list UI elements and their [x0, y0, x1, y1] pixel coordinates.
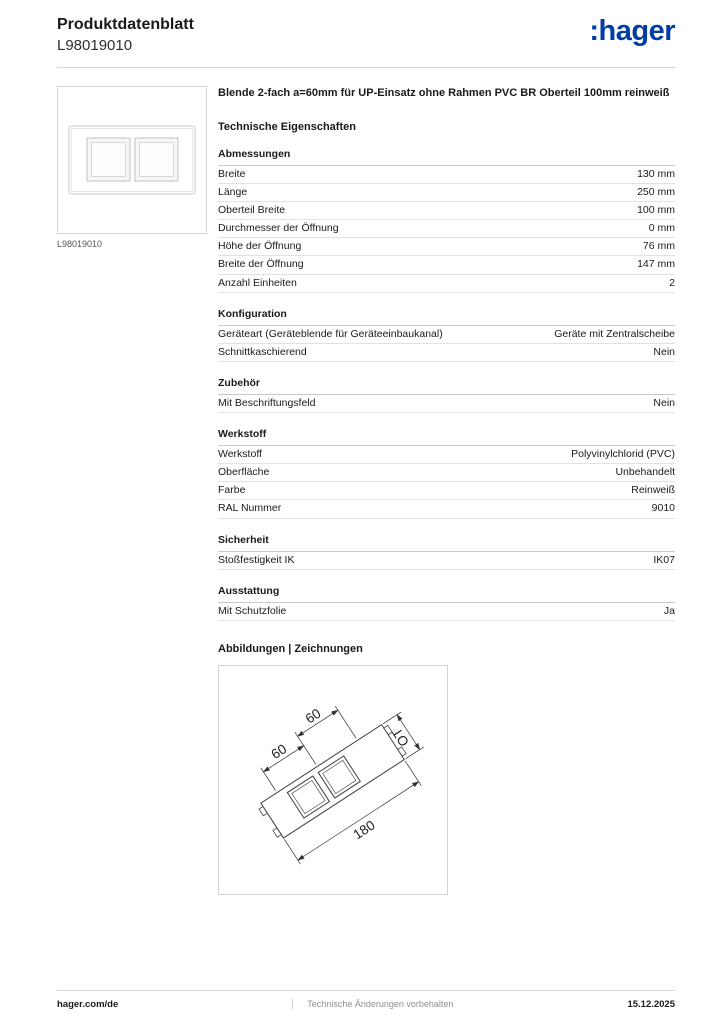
footer-site-link[interactable]: hager.com/de	[57, 999, 119, 1010]
row-label: Oberteil Breite	[218, 204, 286, 217]
table-row	[218, 395, 675, 413]
row-value: Ja	[663, 604, 675, 617]
drawings-heading: Abbildungen | Zeichnungen	[218, 642, 363, 655]
table-row	[218, 275, 675, 293]
table-row	[218, 552, 675, 570]
row-value: Unbehandelt	[615, 466, 675, 479]
row-label: Höhe der Öffnung	[218, 240, 302, 253]
header	[0, 0, 724, 54]
row-value: Geräte mit Zentralscheibe	[554, 327, 675, 340]
row-value: IK07	[653, 553, 675, 566]
row-label: Mit Beschriftungsfeld	[218, 396, 316, 409]
row-value: 100 mm	[637, 204, 675, 217]
row-value: 0 mm	[648, 222, 675, 235]
section-table	[218, 551, 675, 570]
row-value: 250 mm	[637, 185, 675, 198]
main-column	[218, 86, 675, 895]
footer-note: Technische Änderungen vorbehalten	[292, 999, 453, 1009]
section-title: Abmessungen	[218, 147, 291, 160]
row-label: Breite der Öffnung	[218, 258, 304, 271]
table-row	[218, 184, 675, 202]
footer-date: 15.12.2025	[627, 999, 675, 1010]
table-row	[218, 500, 675, 518]
section-table	[218, 602, 675, 621]
row-value: 130 mm	[637, 167, 675, 180]
section-title: Sicherheit	[218, 533, 269, 546]
row-value: Reinweiß	[631, 484, 675, 497]
section-werkstoff	[218, 428, 675, 519]
row-label: Schnittkaschierend	[218, 345, 307, 358]
row-label: Stoßfestigkeit IK	[218, 553, 295, 566]
table-row	[218, 326, 675, 344]
image-caption: L98019010	[57, 239, 103, 249]
table-row	[218, 202, 675, 220]
table-row	[218, 464, 675, 482]
section-sicherheit	[218, 534, 675, 570]
dimension-drawing	[219, 666, 447, 894]
technical-drawing	[218, 665, 448, 895]
row-value: 76 mm	[642, 240, 675, 253]
footer	[57, 990, 675, 1010]
row-label: Werkstoff	[218, 448, 262, 461]
row-label: Farbe	[218, 484, 246, 497]
dim-180: 180	[350, 817, 378, 843]
section-konfiguration	[218, 308, 675, 362]
section-title: Konfiguration	[218, 307, 287, 320]
dim-60-right: 60	[302, 705, 324, 727]
row-label: Länge	[218, 185, 248, 198]
header-titles	[57, 16, 194, 54]
tech-properties-heading: Technische Eigenschaften	[218, 120, 356, 133]
row-label: Mit Schutzfolie	[218, 604, 287, 617]
row-label: Geräteart (Geräteblende für Geräteeinbaukanal)	[218, 327, 443, 340]
table-row	[218, 482, 675, 500]
section-title: Zubehör	[218, 376, 260, 389]
row-label: Breite	[218, 167, 246, 180]
row-label: Anzahl Einheiten	[218, 276, 297, 289]
product-description: Blende 2-fach a=60mm für UP-Einsatz ohne Rahmen PVC BR Oberteil 100mm reinweiß	[218, 87, 670, 99]
table-row	[218, 446, 675, 464]
section-table	[218, 445, 675, 519]
row-value: Nein	[653, 345, 675, 358]
row-value: 147 mm	[637, 258, 675, 271]
product-code: L98019010	[57, 37, 133, 54]
section-zubehoer	[218, 377, 675, 413]
section-title: Ausstattung	[218, 584, 280, 597]
row-label: Durchmesser der Öffnung	[218, 222, 339, 235]
hager-logo: :hager	[589, 15, 675, 47]
row-value: Nein	[653, 396, 675, 409]
row-label: RAL Nummer	[218, 502, 282, 515]
section-table	[218, 165, 675, 293]
row-value: 9010	[651, 502, 675, 515]
table-row	[218, 603, 675, 621]
section-ausstattung	[218, 585, 675, 621]
section-title: Werkstoff	[218, 428, 267, 441]
table-row	[218, 344, 675, 362]
section-abmessungen	[218, 148, 675, 293]
content-area	[0, 68, 724, 895]
faceplate-image	[62, 104, 202, 216]
dim-60-left: 60	[268, 741, 290, 762]
dim-ot: OT	[389, 724, 413, 750]
table-row	[218, 256, 675, 274]
row-value: Polyvinylchlorid (PVC)	[571, 448, 675, 461]
product-image	[57, 86, 207, 234]
document-title: Produktdatenblatt	[57, 16, 194, 33]
left-column	[57, 86, 207, 895]
section-table	[218, 394, 675, 413]
table-row	[218, 166, 675, 184]
section-table	[218, 325, 675, 362]
table-row	[218, 220, 675, 238]
row-value: 2	[669, 276, 675, 289]
table-row	[218, 238, 675, 256]
row-label: Oberfläche	[218, 466, 270, 479]
